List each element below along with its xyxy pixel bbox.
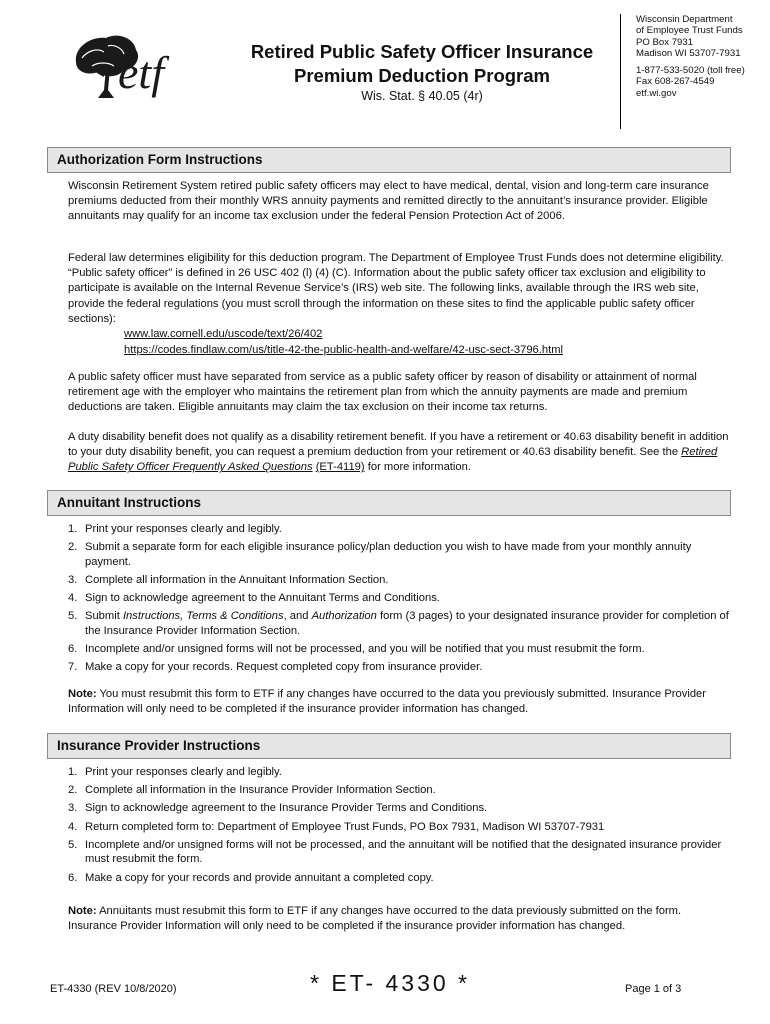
list-item bbox=[68, 540, 732, 569]
website: etf.wi.gov bbox=[636, 87, 677, 99]
list-item bbox=[68, 573, 732, 588]
list-item bbox=[68, 591, 732, 606]
provider-steps bbox=[68, 765, 732, 889]
step-number: 2. bbox=[68, 541, 78, 554]
step-text: Make a copy for your records. Request completed copy from insurance provider. bbox=[85, 661, 483, 674]
logo-wordmark: etf bbox=[118, 47, 164, 98]
fax-number: Fax 608-267-4549 bbox=[636, 76, 715, 88]
step-text: Make a copy for your records and provide annuitant a completed copy. bbox=[85, 871, 434, 884]
para4-text-a: A duty disability benefit does not qualify as a disability retirement benefit. If you have a retirement or 40.63 disability benefit in addition to your duty disability benefit, you can request a premium deduction from your retirement or 40.63 disability benefit. See the bbox=[68, 431, 729, 459]
etf-logo bbox=[68, 28, 208, 108]
annuitant-note bbox=[68, 687, 732, 717]
statute-reference: Wis. Stat. § 40.05 (4r) bbox=[361, 89, 483, 103]
list-item bbox=[68, 801, 732, 816]
list-item bbox=[68, 871, 732, 886]
provider-note bbox=[68, 904, 732, 934]
list-item bbox=[68, 820, 732, 835]
authorization-para-3: A public safety officer must have separated from service as a public safety officer by reason of disability or attainment of normal retirement age with the employer who maintains the retirement plan from which the annuity payments are made and premium deductions are taken. Eligible annuitants may claim the tax exclusion on their income tax returns. bbox=[68, 371, 697, 414]
step-text-italic: Instructions, Terms & Conditions bbox=[122, 610, 284, 623]
address-line: Madison WI 53707-7931 bbox=[636, 47, 741, 59]
step-text: Sign to acknowledge agreement to the Insurance Provider Terms and Conditions. bbox=[85, 802, 488, 815]
step-number: 6. bbox=[68, 643, 78, 656]
step-text: Print your responses clearly and legibly. bbox=[85, 766, 282, 778]
note-label: Note: bbox=[68, 905, 97, 917]
step-number: 4. bbox=[68, 592, 78, 605]
step-number: 3. bbox=[68, 802, 78, 815]
section-header-authorization: Authorization Form Instructions bbox=[47, 147, 731, 173]
list-item bbox=[68, 783, 732, 798]
form-revision: ET-4330 (REV 10/8/2020) bbox=[50, 983, 177, 995]
phone-number: 1-877-533-5020 (toll free) bbox=[636, 65, 745, 77]
step-number: 2. bbox=[68, 784, 78, 797]
form-title-line2: Premium Deduction Program bbox=[294, 65, 550, 86]
step-text: Sign to acknowledge agreement to the Annuitant Terms and Conditions. bbox=[85, 592, 440, 605]
faq-form-code[interactable]: (ET-4119) bbox=[315, 461, 365, 474]
page-number: Page 1 of 3 bbox=[625, 983, 682, 995]
step-text: Submit a separate form for each eligible insurance policy/plan deduction you wish to have made from your monthly annuity payment. bbox=[85, 541, 692, 568]
step-text: Complete all information in the Insurance Provider Information Section. bbox=[85, 784, 436, 797]
faq-link[interactable]: Retired Public Safety Officer Frequently Asked Questions bbox=[68, 446, 718, 474]
address-line: of Employee Trust Funds bbox=[636, 25, 743, 37]
list-item bbox=[68, 642, 732, 657]
step-number: 7. bbox=[68, 661, 78, 674]
authorization-para-4 bbox=[68, 430, 732, 476]
section-header-provider: Insurance Provider Instructions bbox=[47, 733, 731, 759]
step-number: 1. bbox=[68, 523, 78, 535]
list-item bbox=[68, 838, 732, 867]
list-item bbox=[68, 765, 732, 780]
step-text: Complete all information in the Annuitant Information Section. bbox=[85, 573, 389, 586]
authorization-para-1: Wisconsin Retirement System retired public safety officers may elect to have medical, dental, vision and long-term care insurance premiums deducted from their monthly WRS annuity payments and remitted directly to the annuitant’s insurance provider. Eligible annuitants may qualify for an income tax exclusion under the federal Pension Protection Act of 2006. bbox=[68, 180, 709, 223]
note-label: Note: bbox=[68, 688, 97, 700]
section-header-annuitant: Annuitant Instructions bbox=[47, 490, 731, 516]
agency-address bbox=[620, 14, 760, 129]
step-text-italic: Authorization bbox=[311, 610, 377, 623]
authorization-para-2: Federal law determines eligibility for this deduction program. The Department of Employee Trust Funds does not determine eligibility. “Public safety officer” is defined in 26 USC 402 (l) (4) (C). Information about the public safety officer tax exclusion and eligibility to participate is available on the Internal Revenue Service’s (IRS) web site. The following links, available through the IRS web site, provide the federal regulations (you must scroll through the information on these sites to find the applicable public safety officer sections): bbox=[68, 252, 724, 325]
findlaw-link[interactable]: https://codes.findlaw.com/us/title-42-the-public-health-and-welfare/42-usc-sect-3796.html bbox=[124, 344, 564, 356]
step-text: Print your responses clearly and legibly. bbox=[85, 523, 282, 535]
step-number: 3. bbox=[68, 573, 78, 586]
step-number: 1. bbox=[68, 766, 78, 778]
cornell-link[interactable]: www.law.cornell.edu/uscode/text/26/402 bbox=[124, 328, 323, 340]
step-text: Return completed form to: Department of Employee Trust Funds, PO Box 7931, Madison WI 53707-7931 bbox=[85, 820, 605, 833]
step-number: 4. bbox=[68, 820, 78, 833]
step-text-pre: Submit bbox=[85, 610, 123, 623]
note-text: Annuitants must resubmit this form to ETF if any changes have occurred to the data previously submitted on the form. Insurance Provider Information will only need to be completed if the insurance provider information has changed. bbox=[68, 905, 682, 933]
note-text: You must resubmit this form to ETF if any changes have occurred to the data you previously submitted. Insurance Provider Information will only need to be completed if the insurance provider information has changed. bbox=[68, 688, 706, 716]
list-item bbox=[68, 660, 732, 675]
tree-logo-icon bbox=[68, 28, 208, 108]
step-text: Incomplete and/or unsigned forms will not be processed, and the annuitant will be notified that the designated insurance provider must resubmit the form. bbox=[85, 838, 722, 866]
list-item bbox=[68, 609, 732, 638]
address-line: Wisconsin Department bbox=[636, 14, 733, 25]
list-item bbox=[68, 522, 732, 537]
annuitant-steps bbox=[68, 522, 732, 679]
form-barcode: * ET- 4330 * bbox=[309, 970, 471, 996]
step-number: 5. bbox=[68, 610, 78, 623]
step-number: 6. bbox=[68, 871, 78, 884]
para4-text-b: for more information. bbox=[364, 461, 471, 474]
step-text-post: form (3 pages) to your designated insurance provider for completion of the Insurance Provider Information Section. bbox=[85, 610, 729, 637]
step-text: Incomplete and/or unsigned forms will not be processed, and you will be notified that you must resubmit the form. bbox=[85, 643, 645, 656]
address-line: PO Box 7931 bbox=[636, 36, 694, 48]
form-title-line1: Retired Public Safety Officer Insurance bbox=[250, 41, 594, 62]
step-text-mid: , and bbox=[283, 610, 312, 623]
step-number: 5. bbox=[68, 838, 78, 851]
